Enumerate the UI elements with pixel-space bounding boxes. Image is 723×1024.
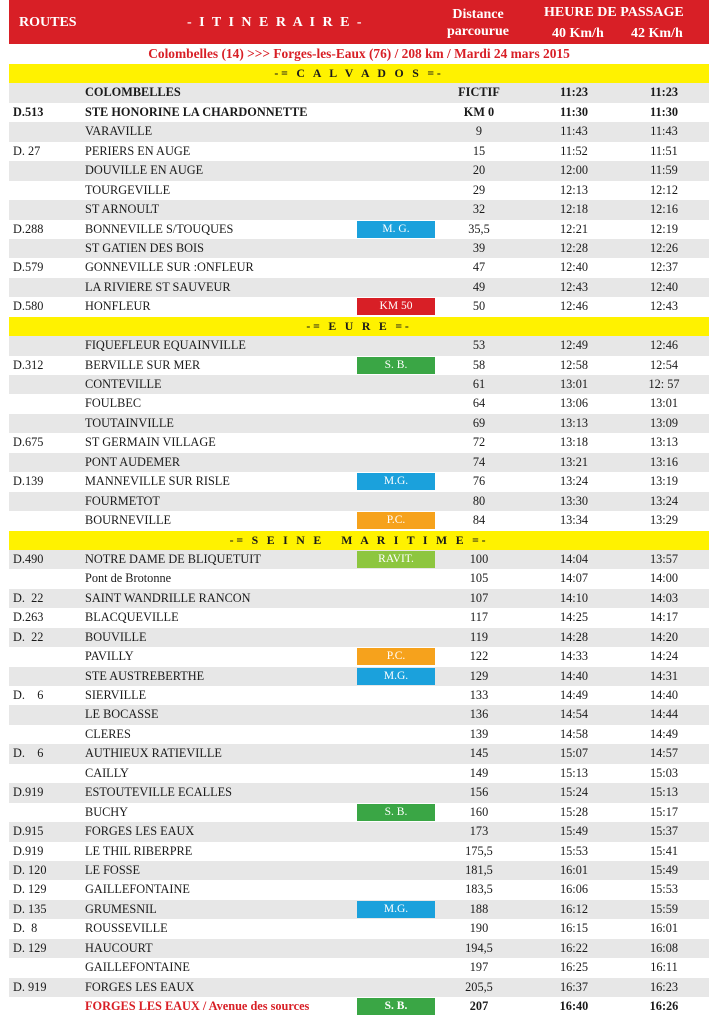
distance-value: 117: [470, 610, 488, 625]
time-42kmh: 12:26: [649, 240, 678, 255]
route-code: D.580: [13, 299, 44, 314]
place-name: VARAVILLE: [85, 124, 153, 139]
time-40kmh: 16:40: [559, 999, 589, 1013]
time-42kmh: 14:00: [649, 571, 678, 586]
distance-value: 160: [469, 804, 489, 819]
checkpoint-badge: M.G.: [357, 668, 435, 685]
table-row: [9, 978, 709, 997]
time-40kmh: 14:33: [559, 649, 588, 664]
route-code: D.579: [13, 260, 44, 275]
route-code: D. 129: [13, 940, 47, 955]
place-name: ST GATIEN DES BOIS: [85, 240, 204, 255]
place-name: BLACQUEVILLE: [85, 610, 179, 625]
place-name: MANNEVILLE SUR RISLE: [85, 474, 230, 489]
place-name: BOURNEVILLE: [85, 513, 172, 528]
header-heure-de-passage: HEURE DE PASSAGE: [544, 5, 684, 20]
place-name: PERIERS EN AUGE: [85, 143, 191, 158]
table-row: [9, 258, 709, 277]
distance-value: 72: [472, 435, 486, 450]
time-40kmh: 14:25: [559, 610, 588, 625]
distance-value: 50: [472, 299, 486, 314]
place-name: SIERVILLE: [85, 688, 147, 702]
time-40kmh: 11:23: [559, 85, 588, 100]
section-header: -= S E I N E M A R I T I M E =-: [9, 531, 709, 550]
time-40kmh: 15:53: [559, 843, 588, 858]
time-42kmh: 12:46: [649, 338, 678, 353]
distance-value: 47: [472, 260, 486, 275]
table-row: [9, 278, 709, 297]
route-code: D.675: [13, 435, 44, 450]
route-code: D. 27: [13, 143, 41, 158]
distance-value: 190: [469, 921, 489, 936]
distance-value: 197: [469, 960, 489, 975]
time-42kmh: 13:13: [649, 435, 678, 450]
place-name: HONFLEUR: [85, 299, 151, 314]
route-code: D. 6: [13, 746, 44, 761]
time-40kmh: 15:24: [559, 785, 588, 800]
route-code: D.312: [13, 357, 44, 372]
route-code: D. 919: [13, 979, 47, 994]
place-name: CLERES: [85, 726, 131, 741]
time-42kmh: 12:43: [649, 299, 678, 314]
time-42kmh: 16:11: [650, 960, 678, 975]
table-row: [9, 550, 709, 569]
distance-value: 188: [469, 901, 489, 916]
table-row: [9, 239, 709, 258]
time-40kmh: 13:21: [559, 454, 588, 469]
table-row: [9, 628, 709, 647]
route-code: D.915: [13, 824, 44, 839]
checkpoint-badge: M. G.: [357, 221, 435, 238]
place-name: STE AUSTREBERTHE: [85, 668, 205, 683]
route-code: D.263: [13, 610, 44, 625]
table-row: [9, 103, 709, 122]
checkpoint-badge: M.G.: [357, 473, 435, 490]
time-42kmh: 11:59: [650, 163, 678, 178]
place-name: FIQUEFLEUR EQUAINVILLE: [85, 338, 246, 353]
checkpoint-badge: P.C.: [357, 512, 435, 529]
table-row: [9, 433, 709, 452]
distance-value: FICTIF: [458, 85, 500, 100]
table-row: [9, 336, 709, 355]
place-name: FOULBEC: [85, 396, 142, 411]
route-code: D.919: [13, 785, 44, 800]
table-row: [9, 880, 709, 899]
time-40kmh: 12:46: [559, 299, 588, 314]
time-42kmh: 14:17: [649, 610, 678, 625]
route-code: D. 8: [13, 921, 38, 936]
time-40kmh: 12:21: [559, 221, 588, 236]
section-header: -= C A L V A D O S =-: [9, 64, 709, 83]
distance-value: 207: [469, 999, 489, 1013]
time-40kmh: 13:30: [559, 493, 588, 508]
distance-value: 32: [472, 202, 486, 217]
distance-value: 183,5: [465, 882, 493, 897]
place-name: TOUTAINVILLE: [85, 415, 174, 430]
place-name: BOUVILLE: [85, 629, 147, 644]
time-40kmh: 12:49: [559, 338, 588, 353]
time-42kmh: 11:30: [649, 104, 678, 119]
checkpoint-badge: S. B.: [357, 804, 435, 821]
route-subtitle: Colombelles (14) >>> Forges-les-Eaux (76) / 208 km / Mardi 24 mars 2015: [148, 46, 570, 61]
time-40kmh: 16:22: [559, 940, 588, 955]
time-42kmh: 12:16: [649, 202, 678, 217]
time-42kmh: 16:23: [649, 979, 678, 994]
table-row: [9, 161, 709, 180]
time-42kmh: 15:17: [649, 804, 678, 819]
distance-value: 205,5: [465, 979, 493, 994]
distance-value: 107: [469, 590, 489, 605]
time-42kmh: 12:37: [649, 260, 678, 275]
time-40kmh: 13:34: [559, 513, 588, 528]
table-row: [9, 608, 709, 627]
time-40kmh: 15:28: [559, 804, 588, 819]
time-42kmh: 14:57: [649, 746, 678, 761]
time-40kmh: 16:01: [559, 862, 588, 877]
place-name: GAILLEFONTAINE: [85, 882, 190, 897]
time-40kmh: 12:43: [559, 279, 588, 294]
time-40kmh: 13:18: [559, 435, 588, 450]
table-row: [9, 356, 709, 375]
place-name: COLOMBELLES: [85, 85, 181, 100]
time-40kmh: 15:49: [559, 824, 588, 839]
time-40kmh: 16:25: [559, 960, 588, 975]
time-40kmh: 14:58: [559, 726, 588, 741]
distance-value: 29: [472, 182, 486, 197]
time-40kmh: 14:40: [559, 668, 588, 683]
distance-value: 61: [472, 377, 486, 391]
checkpoint-badge: S. B.: [357, 998, 435, 1015]
distance-value: 100: [469, 551, 489, 566]
place-name: BUCHY: [85, 804, 129, 819]
time-40kmh: 12:40: [559, 260, 588, 275]
distance-value: 145: [469, 746, 489, 761]
route-code: D. 135: [13, 901, 47, 916]
route-code: D.919: [13, 843, 44, 858]
time-40kmh: 13:01: [559, 377, 588, 391]
place-name: LE FOSSE: [85, 862, 141, 877]
distance-value: KM 0: [463, 104, 495, 119]
time-42kmh: 14:24: [649, 649, 678, 664]
time-42kmh: 13:24: [649, 493, 678, 508]
time-40kmh: 13:06: [559, 396, 588, 411]
distance-value: 194,5: [465, 940, 493, 955]
distance-value: 119: [470, 629, 488, 644]
distance-value: 129: [469, 668, 489, 683]
distance-value: 53: [472, 338, 486, 353]
place-name: ST ARNOULT: [85, 202, 160, 217]
time-40kmh: 14:54: [559, 707, 588, 722]
time-40kmh: 11:30: [559, 104, 588, 119]
time-42kmh: 15:41: [649, 843, 678, 858]
place-name: FORGES LES EAUX: [85, 979, 195, 994]
place-name: CAILLY: [85, 765, 129, 780]
place-name: PAVILLY: [85, 649, 134, 664]
place-name: BONNEVILLE S/TOUQUES: [85, 221, 234, 236]
table-row: [9, 200, 709, 219]
checkpoint-badge: KM 50: [357, 298, 435, 315]
time-40kmh: 12:58: [559, 357, 588, 372]
distance-value: 58: [472, 357, 486, 372]
table-row: [9, 181, 709, 200]
place-name: DOUVILLE EN AUGE: [85, 163, 204, 178]
table-row: [9, 569, 709, 588]
table-row: [9, 705, 709, 724]
table-row: [9, 453, 709, 472]
section-header: -= E U R E =-: [9, 317, 709, 336]
table-row: [9, 142, 709, 161]
time-42kmh: 11:23: [649, 85, 678, 100]
table-row: [9, 861, 709, 880]
place-name: LA RIVIERE ST SAUVEUR: [85, 279, 231, 294]
time-42kmh: 14:03: [649, 590, 678, 605]
time-42kmh: 13:16: [649, 454, 678, 469]
time-42kmh: 15:03: [649, 765, 678, 780]
place-name: ROUSSEVILLE: [85, 921, 168, 936]
place-name: ESTOUTEVILLE ECALLES: [85, 785, 232, 800]
time-40kmh: 16:06: [559, 882, 588, 897]
time-42kmh: 13:09: [649, 415, 678, 430]
checkpoint-badge: P.C.: [357, 648, 435, 665]
table-row: [9, 725, 709, 744]
distance-value: 80: [472, 493, 486, 508]
distance-value: 133: [469, 688, 489, 702]
distance-value: 15: [472, 143, 486, 158]
header-distance: Distance: [452, 7, 504, 22]
time-40kmh: 11:52: [560, 143, 588, 158]
time-42kmh: 13:19: [649, 474, 678, 489]
time-42kmh: 16:01: [649, 921, 678, 936]
time-42kmh: 13:29: [649, 513, 678, 528]
table-header: [9, 0, 709, 44]
distance-value: 105: [469, 571, 489, 586]
time-40kmh: 13:24: [559, 474, 588, 489]
table-row: [9, 414, 709, 433]
place-name: LE BOCASSE: [85, 707, 159, 722]
time-42kmh: 14:40: [649, 688, 678, 702]
time-40kmh: 16:12: [559, 901, 588, 916]
time-42kmh: 12:12: [649, 182, 678, 197]
time-40kmh: 13:13: [559, 415, 588, 430]
time-42kmh: 12:54: [649, 357, 678, 372]
distance-value: 39: [472, 240, 486, 255]
table-row: [9, 783, 709, 802]
place-name: LE THIL RIBERPRE: [85, 843, 193, 858]
distance-value: 175,5: [465, 843, 493, 858]
time-40kmh: 16:15: [559, 921, 588, 936]
table-row: [9, 822, 709, 841]
place-name: BERVILLE SUR MER: [85, 357, 201, 372]
distance-value: 20: [472, 163, 486, 178]
time-40kmh: 15:13: [559, 765, 588, 780]
itinerary-table: [9, 64, 709, 1016]
header-speed-40: 40 Km/h: [552, 26, 604, 41]
distance-value: 173: [469, 824, 489, 839]
distance-value: 156: [469, 785, 489, 800]
place-name: TOURGEVILLE: [85, 182, 171, 197]
distance-value: 74: [472, 454, 486, 469]
route-code: D. 120: [13, 862, 47, 877]
header-itineraire: - I T I N E R A I R E -: [187, 15, 364, 30]
table-row: [9, 220, 709, 239]
table-row: [9, 472, 709, 491]
time-40kmh: 14:49: [559, 688, 588, 702]
place-name: Pont de Brotonne: [85, 571, 172, 586]
distance-value: 64: [472, 396, 486, 411]
table-row: [9, 997, 709, 1016]
place-name: GRUMESNIL: [85, 901, 157, 916]
time-42kmh: 15:13: [649, 785, 678, 800]
header-parcourue: parcourue: [447, 24, 509, 39]
place-name: PONT AUDEMER: [85, 454, 181, 469]
distance-value: 49: [472, 279, 486, 294]
time-42kmh: 15:59: [649, 901, 678, 916]
time-40kmh: 12:13: [559, 182, 588, 197]
time-40kmh: 12:18: [559, 202, 588, 217]
table-row: [9, 919, 709, 938]
distance-value: 181,5: [465, 862, 493, 877]
time-42kmh: 14:20: [649, 629, 678, 644]
table-row: [9, 297, 709, 316]
table-row: [9, 842, 709, 861]
time-42kmh: 13:57: [649, 551, 678, 566]
time-42kmh: 12:19: [649, 221, 678, 236]
place-name: ST GERMAIN VILLAGE: [85, 435, 216, 450]
place-name: CONTEVILLE: [85, 377, 162, 391]
place-name: AUTHIEUX RATIEVILLE: [85, 746, 222, 761]
table-row: [9, 667, 709, 686]
time-40kmh: 16:37: [559, 979, 588, 994]
place-name: NOTRE DAME DE BLIQUETUIT: [85, 551, 261, 566]
checkpoint-badge: M.G.: [357, 901, 435, 918]
table-row: [9, 686, 709, 705]
route-code: D. 6: [13, 688, 44, 702]
table-row: [9, 764, 709, 783]
time-42kmh: 16:08: [649, 940, 678, 955]
time-40kmh: 14:07: [559, 571, 588, 586]
time-42kmh: 14:31: [649, 668, 678, 683]
distance-value: 149: [469, 765, 489, 780]
time-40kmh: 14:10: [559, 590, 588, 605]
table-row: [9, 83, 709, 102]
place-name: HAUCOURT: [85, 940, 153, 955]
place-name: GONNEVILLE SUR :ONFLEUR: [85, 260, 254, 275]
time-40kmh: 11:43: [560, 124, 588, 139]
time-42kmh: 14:49: [649, 726, 678, 741]
route-code: D.490: [13, 551, 44, 566]
place-name: FOURMETOT: [85, 493, 160, 508]
place-name: SAINT WANDRILLE RANCON: [85, 590, 251, 605]
table-row: [9, 511, 709, 530]
route-code: D.139: [13, 474, 44, 489]
time-42kmh: 12: 57: [648, 377, 680, 391]
time-42kmh: 15:53: [649, 882, 678, 897]
place-name: FORGES LES EAUX / Avenue des sources: [85, 999, 310, 1013]
time-42kmh: 13:01: [649, 396, 678, 411]
time-40kmh: 15:07: [559, 746, 588, 761]
table-row: [9, 492, 709, 511]
table-row: [9, 958, 709, 977]
table-row: [9, 900, 709, 919]
place-name: STE HONORINE LA CHARDONNETTE: [85, 104, 308, 119]
route-code: D. 129: [13, 882, 47, 897]
distance-value: 35,5: [468, 221, 490, 236]
distance-value: 9: [475, 124, 483, 139]
distance-value: 122: [469, 649, 489, 664]
route-code: D.513: [13, 104, 44, 119]
route-code: D. 22: [13, 590, 44, 605]
checkpoint-badge: S. B.: [357, 357, 435, 374]
time-42kmh: 15:49: [649, 862, 678, 877]
distance-value: 69: [472, 415, 486, 430]
time-40kmh: 14:04: [559, 551, 588, 566]
table-row: [9, 394, 709, 413]
time-42kmh: 11:51: [650, 143, 678, 158]
route-code: D.288: [13, 221, 44, 236]
time-40kmh: 12:28: [559, 240, 588, 255]
place-name: GAILLEFONTAINE: [85, 960, 190, 975]
time-40kmh: 14:28: [559, 629, 588, 644]
distance-value: 136: [469, 707, 489, 722]
header-routes: ROUTES: [19, 15, 77, 30]
time-42kmh: 12:40: [649, 279, 678, 294]
time-42kmh: 16:26: [649, 999, 679, 1013]
time-42kmh: 11:43: [650, 124, 678, 139]
place-name: FORGES LES EAUX: [85, 824, 195, 839]
time-42kmh: 15:37: [649, 824, 678, 839]
table-row: [9, 122, 709, 141]
table-row: [9, 803, 709, 822]
table-row: [9, 647, 709, 666]
table-row: [9, 589, 709, 608]
table-row: [9, 939, 709, 958]
time-42kmh: 14:44: [649, 707, 678, 722]
table-row: [9, 744, 709, 763]
checkpoint-badge: RAVIT.: [357, 551, 435, 568]
distance-value: 76: [472, 474, 486, 489]
table-row: [9, 375, 709, 394]
route-code: D. 22: [13, 629, 44, 644]
distance-value: 139: [469, 726, 489, 741]
distance-value: 84: [472, 513, 486, 528]
time-40kmh: 12:00: [559, 163, 588, 178]
header-speed-42: 42 Km/h: [631, 26, 683, 41]
